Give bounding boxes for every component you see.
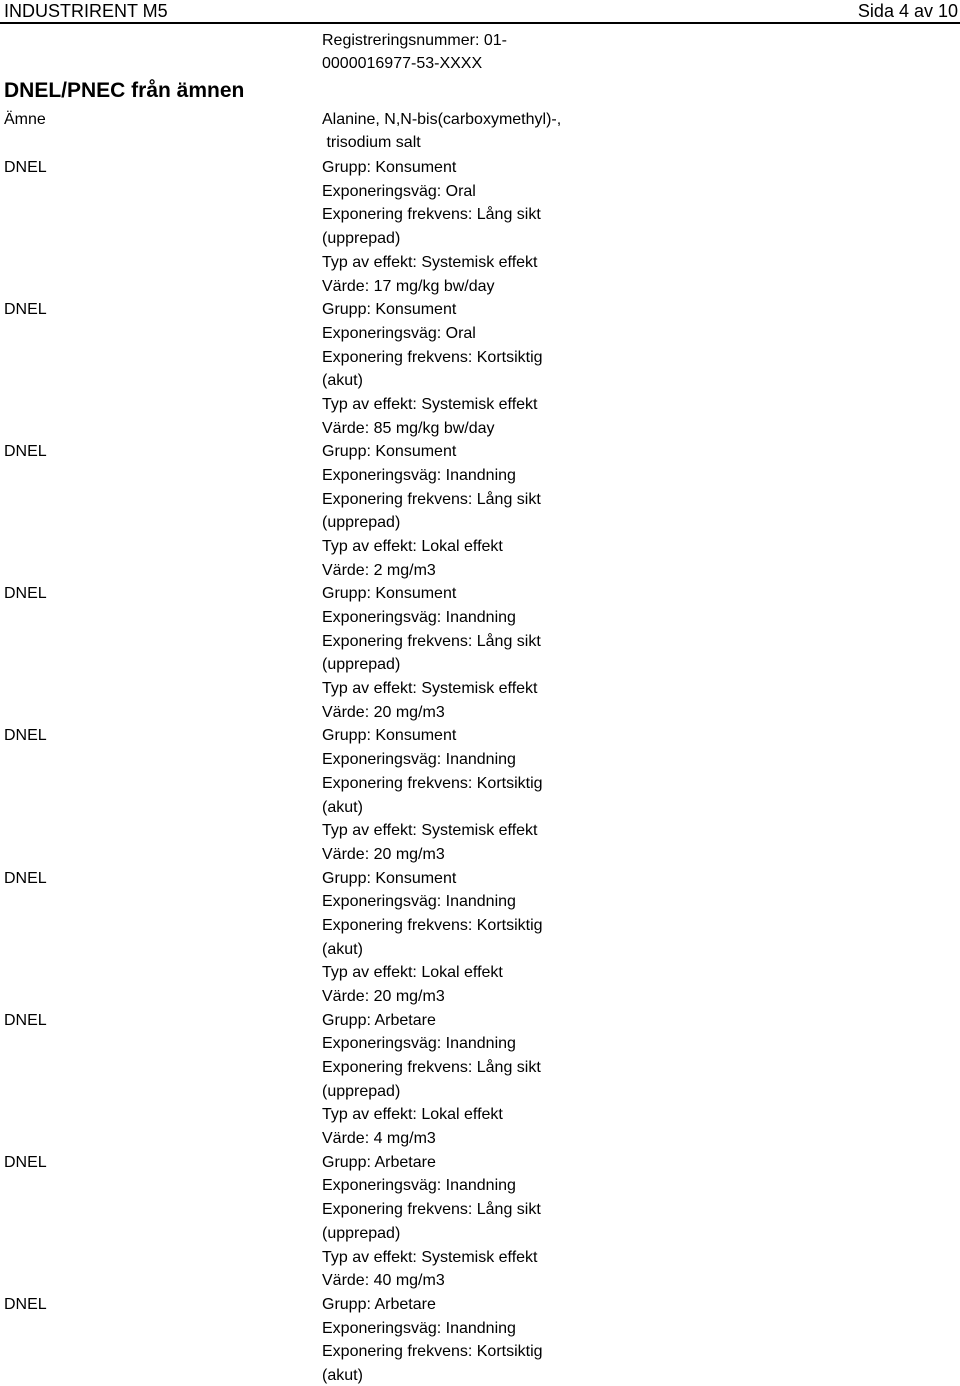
dnel-detail-line: Värde: 20 mg/m3 bbox=[322, 988, 445, 1005]
registration-number-line-1: Registreringsnummer: 01- bbox=[322, 32, 507, 49]
dnel-detail-line: (upprepad) bbox=[322, 1082, 401, 1100]
dnel-detail-line: Exponeringsväg: Oral bbox=[322, 182, 476, 200]
section-title: DNEL/PNEC från ämnen bbox=[4, 79, 245, 102]
dnel-detail-line: Exponeringsväg: Inandning bbox=[322, 609, 516, 626]
dnel-label: DNEL bbox=[4, 727, 47, 745]
dnel-detail-line: Typ av effekt: Lokal effekt bbox=[322, 1106, 503, 1124]
dnel-detail-line: Exponering frekvens: Kortsiktig bbox=[322, 916, 543, 934]
dnel-label: DNEL bbox=[4, 301, 47, 319]
dnel-detail-line: Exponeringsväg: Inandning bbox=[322, 893, 516, 911]
dnel-detail-line: Exponeringsväg: Inandning bbox=[322, 1319, 516, 1337]
header-divider bbox=[0, 22, 960, 24]
dnel-detail-line: (upprepad) bbox=[322, 514, 401, 532]
dnel-detail-line: Grupp: Konsument bbox=[322, 159, 457, 176]
dnel-detail-line: Typ av effekt: Lokal effekt bbox=[322, 538, 503, 555]
substance-label: Ämne bbox=[4, 111, 46, 128]
dnel-detail-line: Exponering frekvens: Lång sikt bbox=[322, 1201, 541, 1219]
dnel-detail-line: Värde: 4 mg/m3 bbox=[322, 1130, 436, 1148]
dnel-detail-line: Exponering frekvens: Kortsiktig bbox=[322, 774, 543, 792]
dnel-detail-line: Grupp: Arbetare bbox=[322, 1295, 436, 1313]
substance-name-line-1: Alanine, N,N-bis(carboxymethyl)-, bbox=[322, 111, 562, 128]
page-number: Sida 4 av 10 bbox=[857, 1, 958, 21]
dnel-detail-line: Värde: 20 mg/m3 bbox=[322, 845, 445, 863]
dnel-detail-line: Grupp: Arbetare bbox=[322, 1011, 436, 1029]
dnel-label: DNEL bbox=[4, 585, 47, 603]
dnel-detail-line: Typ av effekt: Lokal effekt bbox=[322, 964, 503, 982]
dnel-label: DNEL bbox=[4, 443, 47, 461]
dnel-label: DNEL bbox=[4, 1011, 47, 1029]
dnel-detail-line: Värde: 17 mg/kg bw/day bbox=[322, 277, 495, 295]
dnel-detail-line: Typ av effekt: Systemisk effekt bbox=[322, 253, 538, 271]
dnel-detail-line: (upprepad) bbox=[322, 1224, 401, 1242]
dnel-label: DNEL bbox=[4, 1295, 47, 1313]
page-header bbox=[0, 0, 960, 24]
dnel-detail-line: Exponering frekvens: Kortsiktig bbox=[322, 348, 543, 366]
dnel-detail-line: Exponeringsväg: Oral bbox=[322, 324, 476, 342]
substance-name-line-2: trisodium salt bbox=[322, 134, 421, 151]
dnel-detail-line: Exponering frekvens: Lång sikt bbox=[322, 1059, 541, 1076]
dnel-detail-line: Grupp: Arbetare bbox=[322, 1153, 436, 1171]
dnel-detail-line: (akut) bbox=[322, 940, 363, 958]
dnel-detail-line: Typ av effekt: Systemisk effekt bbox=[322, 1248, 538, 1266]
dnel-label: DNEL bbox=[4, 869, 47, 887]
dnel-detail-line: (akut) bbox=[322, 372, 363, 390]
dnel-detail-line: Grupp: Konsument bbox=[322, 869, 457, 887]
dnel-label: DNEL bbox=[4, 159, 47, 176]
document-title: INDUSTRIRENT M5 bbox=[4, 1, 168, 21]
dnel-detail-line: (akut) bbox=[322, 1366, 363, 1384]
dnel-detail-line: Exponeringsväg: Inandning bbox=[322, 466, 516, 484]
dnel-detail-line: Grupp: Konsument bbox=[322, 443, 457, 461]
dnel-detail-line: Värde: 20 mg/m3 bbox=[322, 703, 445, 721]
dnel-detail-line: Exponering frekvens: Lång sikt bbox=[322, 490, 541, 508]
dnel-detail-line: Värde: 40 mg/m3 bbox=[322, 1272, 445, 1290]
dnel-detail-line: Exponeringsväg: Inandning bbox=[322, 1035, 516, 1053]
dnel-label: DNEL bbox=[4, 1153, 47, 1171]
dnel-detail-line: Exponeringsväg: Inandning bbox=[322, 751, 516, 769]
dnel-detail-line: Exponering frekvens: Lång sikt bbox=[322, 632, 541, 650]
dnel-detail-line: Exponering frekvens: Lång sikt bbox=[322, 206, 541, 224]
dnel-detail-line: (upprepad) bbox=[322, 656, 401, 674]
dnel-detail-line: Grupp: Konsument bbox=[322, 585, 457, 603]
dnel-detail-line: Exponeringsväg: Inandning bbox=[322, 1177, 516, 1195]
dnel-detail-line: Grupp: Konsument bbox=[322, 727, 457, 745]
dnel-detail-line: (upprepad) bbox=[322, 230, 401, 248]
dnel-detail-line: Typ av effekt: Systemisk effekt bbox=[322, 680, 538, 698]
dnel-detail-line: Värde: 85 mg/kg bw/day bbox=[322, 419, 495, 437]
registration-number-line-2: 0000016977-53-XXXX bbox=[322, 55, 483, 72]
dnel-detail-line: (akut) bbox=[322, 798, 363, 816]
dnel-detail-line: Typ av effekt: Systemisk effekt bbox=[322, 822, 538, 840]
dnel-detail-line: Värde: 2 mg/m3 bbox=[322, 561, 436, 579]
dnel-detail-line: Grupp: Konsument bbox=[322, 301, 457, 319]
dnel-detail-line: Typ av effekt: Systemisk effekt bbox=[322, 395, 538, 413]
dnel-detail-line: Exponering frekvens: Kortsiktig bbox=[322, 1343, 543, 1361]
